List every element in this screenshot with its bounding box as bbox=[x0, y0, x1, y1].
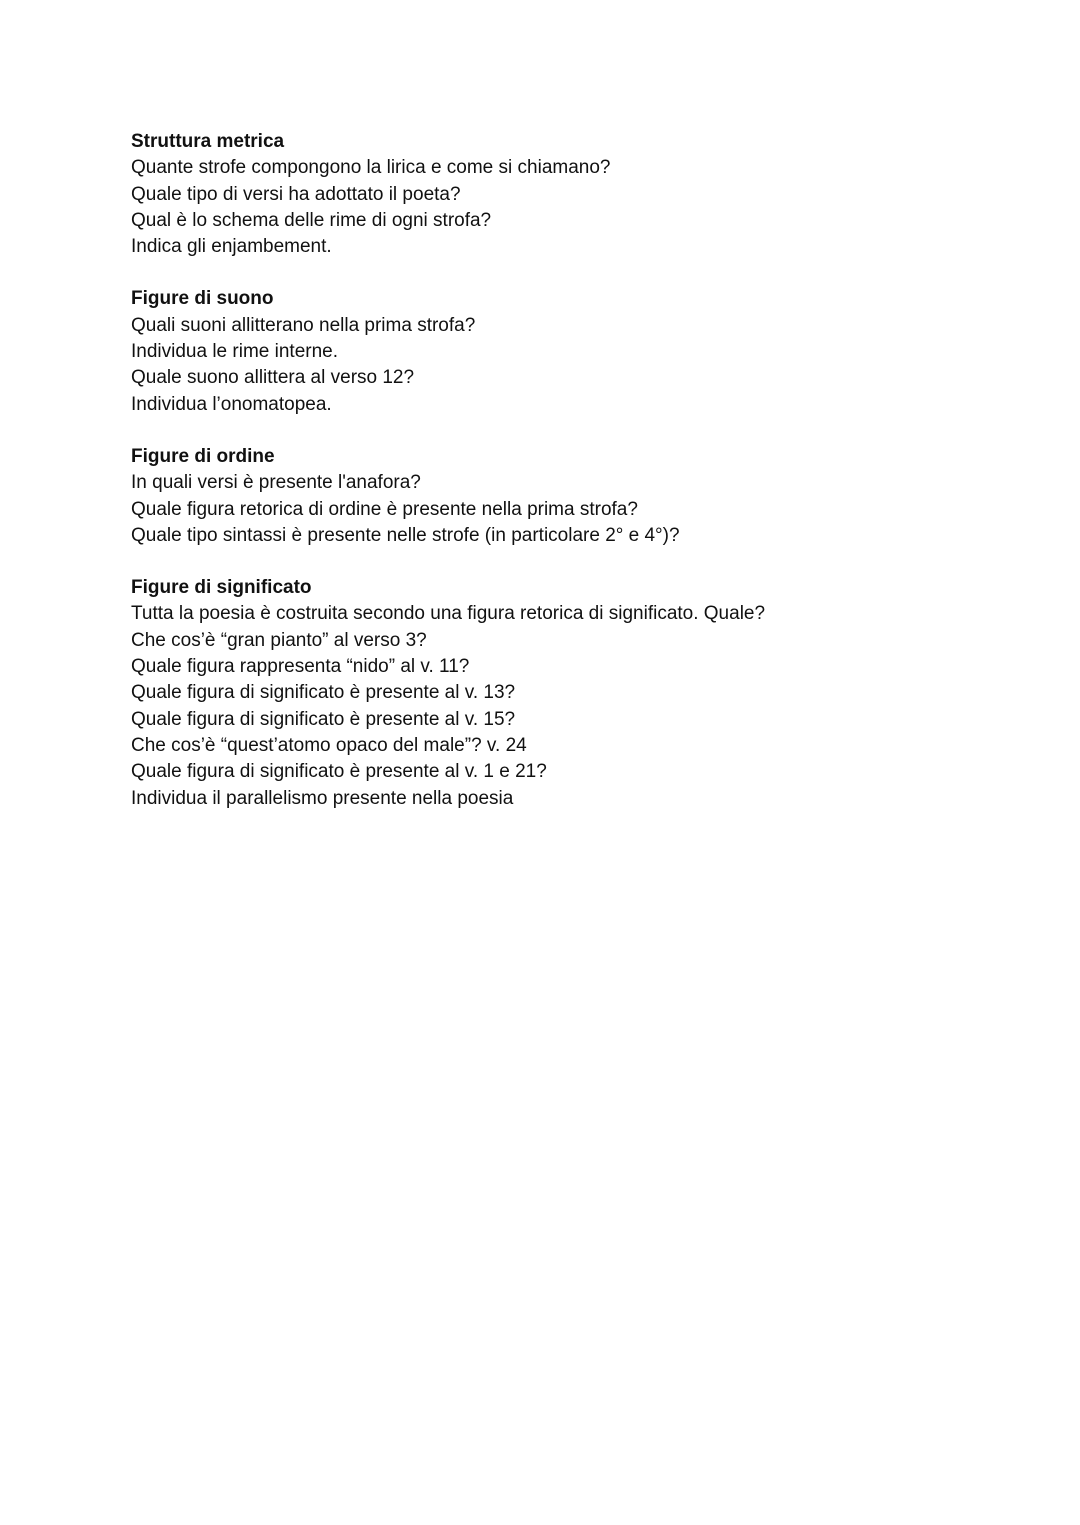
question-item: Quale tipo di versi ha adottato il poeta? bbox=[131, 183, 461, 205]
question-item: Quante strofe compongono la lirica e come si chiamano? bbox=[131, 157, 611, 179]
question-item: Quale figura di significato è presente al v. 1 e 21? bbox=[131, 761, 547, 783]
question-list bbox=[131, 313, 1031, 418]
section-struttura-metrica bbox=[131, 129, 1031, 260]
question-item: Individua il parallelismo presente nella poesia bbox=[131, 787, 514, 809]
section-title: Figure di significato bbox=[131, 577, 312, 599]
question-item: Quale figura di significato è presente al v. 13? bbox=[131, 682, 516, 704]
section-figure-di-suono bbox=[131, 286, 1031, 417]
question-item: Tutta la poesia è costruita secondo una figura retorica di significato. Quale? bbox=[131, 603, 766, 625]
question-list bbox=[131, 155, 1031, 260]
question-item: Quale figura di significato è presente al v. 15? bbox=[131, 708, 516, 730]
question-item: Quali suoni allitterano nella prima strofa? bbox=[131, 314, 476, 336]
section-figure-di-significato bbox=[131, 575, 1031, 812]
section-title: Figure di ordine bbox=[131, 445, 275, 467]
question-item: Qual è lo schema delle rime di ogni strofa? bbox=[131, 209, 492, 231]
section-figure-di-ordine bbox=[131, 444, 1031, 549]
section-title: Figure di suono bbox=[131, 288, 274, 310]
question-item: Che cos’è “gran pianto” al verso 3? bbox=[131, 629, 427, 651]
question-item: Individua l’onomatopea. bbox=[131, 393, 332, 415]
document-content bbox=[131, 129, 1031, 838]
question-item: Che cos’è “quest’atomo opaco del male”? v. 24 bbox=[131, 734, 527, 756]
question-item: Indica gli enjambement. bbox=[131, 236, 332, 258]
question-item: Quale tipo sintassi è presente nelle strofe (in particolare 2° e 4°)? bbox=[131, 524, 680, 546]
question-list bbox=[131, 470, 1031, 549]
question-item: Individua le rime interne. bbox=[131, 341, 338, 363]
question-list bbox=[131, 601, 1031, 811]
question-item: Quale figura rappresenta “nido” al v. 11? bbox=[131, 656, 470, 678]
question-item: In quali versi è presente l'anafora? bbox=[131, 472, 421, 494]
question-item: Quale figura retorica di ordine è presente nella prima strofa? bbox=[131, 498, 638, 520]
section-title: Struttura metrica bbox=[131, 131, 285, 152]
question-item: Quale suono allittera al verso 12? bbox=[131, 367, 415, 389]
